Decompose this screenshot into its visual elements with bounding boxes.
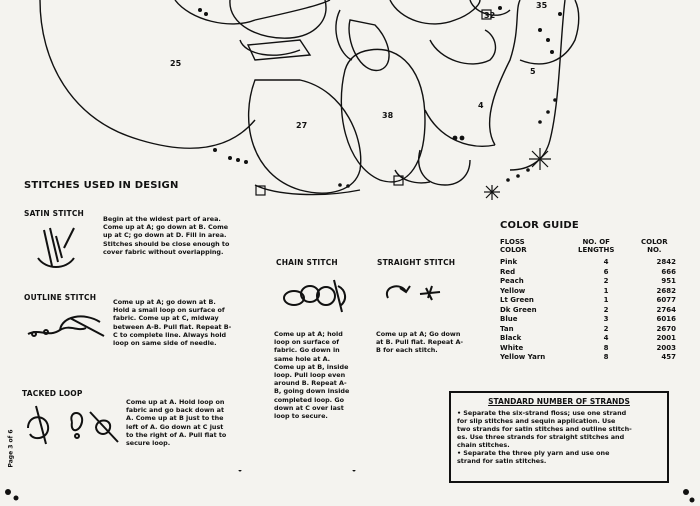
tacked-loop-title: TACKED LOOP	[22, 389, 83, 398]
color-number: 457	[661, 353, 676, 361]
color-name: Yellow Yarn	[500, 353, 546, 361]
color-row	[498, 277, 678, 287]
strands-title: STANDARD NUMBER OF STRANDS	[488, 397, 630, 406]
color-lengths: 4	[603, 258, 609, 266]
color-name: Pink	[500, 258, 518, 266]
color-row	[498, 344, 678, 354]
color-number: 2842	[656, 258, 676, 266]
color-number: 2001	[656, 334, 676, 342]
stitches-title: STITCHES USED IN DESIGN	[24, 180, 179, 191]
color-lengths: 2	[603, 305, 609, 314]
chain-stitch-text: Come up at A; hold loop on surface of fabric. Go down in same hole at A. Come up at B, inside loop. Pull loop even around B. Repeat A- B, going down inside completed loop. Go down at C over last loop to secure.	[274, 330, 350, 421]
color-row	[498, 315, 678, 325]
color-name: Red	[500, 267, 516, 276]
color-lengths: 2	[603, 324, 609, 333]
color-name: Black	[500, 334, 522, 342]
color-name: Tan	[500, 324, 514, 333]
region-number: 35	[536, 1, 548, 10]
color-lengths: 1	[603, 286, 609, 295]
region-number: 4	[478, 101, 484, 110]
color-guide-title: COLOR GUIDE	[500, 220, 579, 231]
region-number: 27	[296, 121, 308, 130]
color-guide-table	[498, 258, 678, 363]
tacked-loop-text: Come up at A. Hold loop on fabric and go back down at A. Come up at B just to the left of A. Go down at C just to the right of A. Pull flat to secure loop.	[126, 398, 227, 448]
satin-stitch-title: SATIN STITCH	[24, 209, 85, 218]
color-number: 2670	[656, 324, 676, 333]
color-name: White	[500, 343, 524, 352]
straight-stitch-title: STRAIGHT STITCH	[377, 258, 456, 267]
color-lengths: 6	[603, 267, 609, 276]
color-row	[498, 258, 678, 268]
region-number: 5	[530, 67, 536, 76]
lengths-header: NO. OF LENGTHS	[578, 238, 615, 254]
color-number: 2764	[656, 305, 676, 314]
chain-stitch-icon	[280, 276, 352, 316]
color-number: 6016	[656, 315, 676, 323]
color-name: Blue	[500, 315, 518, 323]
color-lengths: 2	[603, 277, 609, 285]
color-number: 2003	[656, 343, 676, 352]
color-row	[498, 268, 678, 278]
color-lengths: 3	[603, 315, 609, 323]
color-row	[498, 287, 678, 297]
straight-stitch-text: Come up at A; Go down at B. Pull flat. Repeat A- B for each stitch.	[376, 330, 464, 355]
chain-stitch-title: CHAIN STITCH	[276, 258, 338, 267]
color-number: 951	[661, 277, 676, 285]
color-row	[498, 334, 678, 344]
floss-header: FLOSS COLOR	[500, 238, 527, 254]
color-name: Peach	[500, 277, 524, 285]
region-number: 25	[170, 59, 182, 68]
color-name: Yellow	[500, 286, 526, 295]
pattern-artwork	[0, 0, 700, 200]
region-number: 32	[484, 11, 496, 20]
outline-stitch-icon	[26, 308, 106, 344]
strands-box: STANDARD NUMBER OF STRANDS • Separate the six-strand floss; use one strand for slip stitches and sequin application. Use two strands for satin stitches and outline stitch- es. Use three strands for straight stitches and chain stitches. • Separate the three ply yarn and use one strand for satin stitches.	[449, 391, 669, 483]
color-row	[498, 353, 678, 363]
color-no-header: COLOR NO.	[641, 238, 668, 254]
footer-decoration	[0, 470, 700, 506]
color-number: 2682	[656, 286, 676, 295]
color-lengths: 1	[603, 296, 609, 304]
color-row	[498, 325, 678, 335]
color-row	[498, 296, 678, 306]
satin-stitch-text: Begin at the widest part of area. Come up at A; go down at B. Come up at C; go down at D. Fill in area. Stitches should be close enough to cover fabric without overlapping.	[103, 215, 230, 256]
color-lengths: 4	[603, 334, 609, 342]
tacked-loop-icon	[22, 402, 122, 448]
page-label: Page 3 of 6	[7, 429, 15, 468]
color-lengths: 8	[603, 343, 609, 352]
color-number: 666	[661, 267, 676, 276]
region-number: 38	[382, 111, 394, 120]
color-number: 6077	[656, 296, 676, 304]
straight-stitch-icon	[380, 278, 446, 312]
color-row	[498, 306, 678, 316]
satin-stitch-icon	[34, 222, 78, 274]
color-name: Lt Green	[500, 296, 534, 304]
outline-stitch-text: Come up at A; go down at B. Hold a small loop on surface of fabric. Come up at C, midway between A-B. Pull flat. Repeat B- C to complete line. Always hold loop on same side of needle.	[113, 298, 232, 348]
color-lengths: 8	[603, 353, 609, 361]
color-name: Dk Green	[500, 305, 537, 314]
outline-stitch-title: OUTLINE STITCH	[24, 293, 97, 302]
